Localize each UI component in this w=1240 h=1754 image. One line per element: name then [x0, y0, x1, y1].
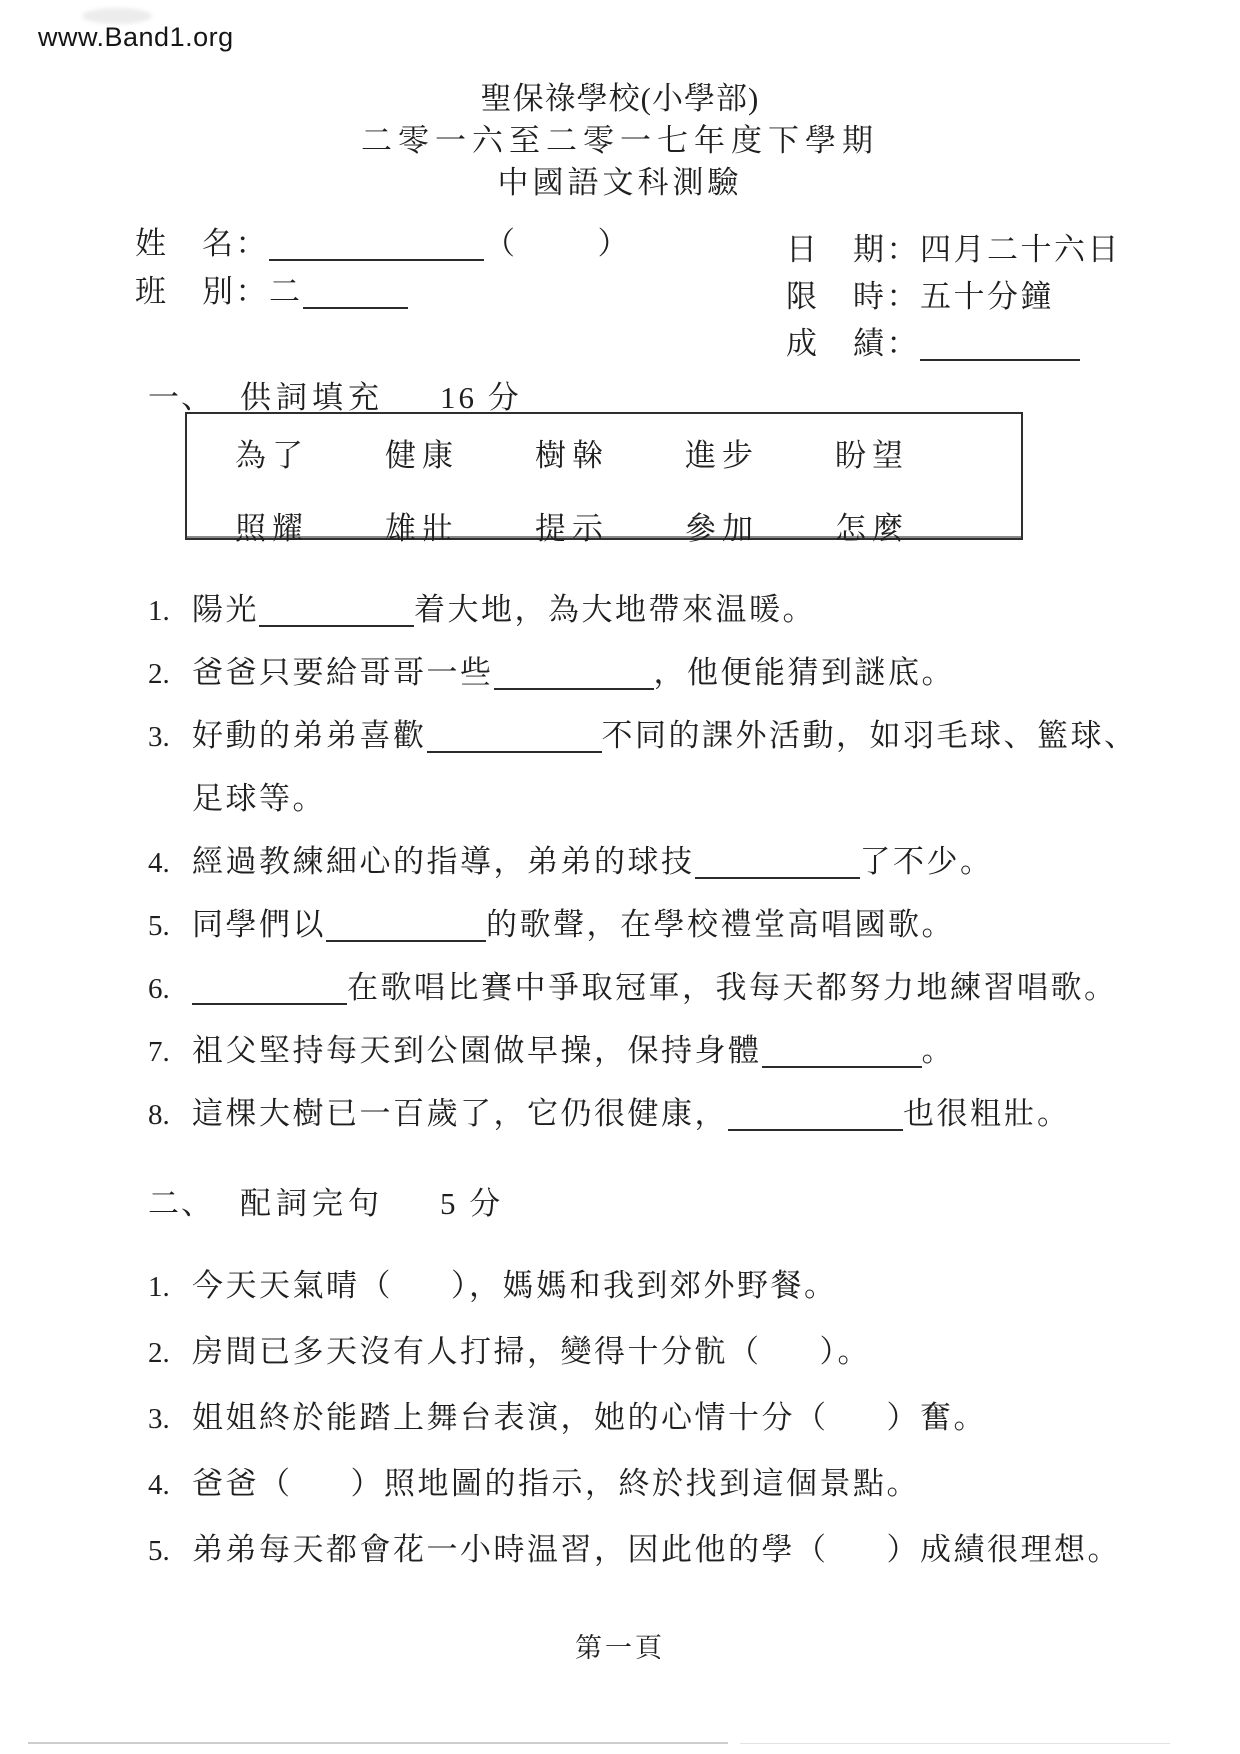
- question-number: 2.: [148, 1337, 170, 1369]
- section-1-questions: [0, 584, 1240, 1151]
- fill-in-blank: [326, 930, 486, 942]
- text-segment: 了不少。: [859, 844, 994, 879]
- word-bank-row: [187, 430, 1021, 475]
- question-number: 5.: [148, 1535, 170, 1567]
- text-segment: 着大地，為大地帶來温暖。: [414, 592, 816, 627]
- question-row: [148, 1088, 1240, 1151]
- section-2-questions: [0, 1260, 1240, 1590]
- question-row: [148, 1326, 1240, 1392]
- text-segment: 經過教練細心的指導，弟弟的球技: [192, 844, 695, 879]
- word-bank-item: 照耀: [235, 511, 309, 546]
- info-field: [786, 271, 1121, 318]
- text-segment: 在歌唱比賽中爭取冠軍，我每天都努力地練習唱歌。: [347, 970, 1118, 1005]
- word-bank-item: 樹榦: [535, 438, 609, 473]
- scan-artifact-line-2: [740, 1743, 1170, 1744]
- text-segment: 班 別：二: [135, 274, 303, 309]
- text-segment: 陽光: [192, 592, 259, 627]
- question-number: 3.: [148, 721, 170, 753]
- word-bank-item: 盼望: [835, 438, 909, 473]
- section-1-number: 一、: [148, 380, 214, 415]
- question-number: 5.: [148, 910, 170, 942]
- text-segment: ）照地圖的指示，終於找到這個景點。: [350, 1466, 920, 1501]
- student-info-left: [135, 218, 631, 314]
- fill-in-blank: [303, 297, 408, 309]
- question-number: 4.: [148, 1469, 170, 1501]
- question-number: 1.: [148, 595, 170, 627]
- text-segment: 的歌聲，在學校禮堂高唱國歌。: [486, 907, 955, 942]
- info-field: [135, 266, 631, 314]
- question-row: [148, 710, 1240, 773]
- scan-artifact-line: [28, 1742, 728, 1744]
- word-bank: [185, 412, 1023, 546]
- text-segment: 限 時：五十分鐘: [786, 279, 1054, 314]
- text-segment: ），媽媽和我到郊外野餐。: [451, 1268, 838, 1303]
- text-segment: 這棵大樹已一百歲了，它仍很健康，: [192, 1096, 728, 1131]
- text-segment: 姓 名：: [135, 226, 269, 261]
- watermark: www.Band1.org: [38, 22, 234, 52]
- fill-in-blank: [494, 678, 654, 690]
- text-segment: 。: [921, 1033, 955, 1068]
- text-segment: 足球等。: [192, 781, 326, 816]
- text-segment: 好動的弟弟喜歡: [192, 718, 427, 753]
- question-row: [148, 836, 1240, 899]
- fill-in-blank: [192, 993, 347, 1005]
- text-segment: 房間已多天沒有人打掃，變得十分骯（: [192, 1334, 762, 1369]
- question-number: 1.: [148, 1271, 170, 1303]
- fill-in-blank: [259, 615, 414, 627]
- text-segment: 成 績：: [786, 326, 920, 361]
- question-number: 4.: [148, 847, 170, 879]
- text-segment: ）: [597, 226, 631, 261]
- text-segment: ，他便能猜到謎底。: [653, 655, 955, 690]
- paper-header: [0, 78, 1240, 204]
- question-number: 7.: [148, 1036, 170, 1068]
- text-segment: ）奮。: [886, 1400, 987, 1435]
- word-bank-item: 進步: [685, 438, 759, 473]
- paper-title: 中國語文科測驗: [497, 165, 743, 200]
- section-2-title: 配詞完句: [240, 1186, 384, 1221]
- word-bank-item: 為了: [235, 438, 309, 473]
- text-segment: 爸爸只要給哥哥一些: [192, 655, 494, 690]
- fill-in-blank: [269, 249, 484, 261]
- word-bank-item: 參加: [685, 511, 759, 546]
- text-segment: （: [484, 226, 518, 261]
- word-bank-item: 怎麼: [835, 511, 909, 546]
- text-segment: 今天天氣晴（: [192, 1268, 393, 1303]
- word-bank-item: 健康: [385, 438, 459, 473]
- info-field: [135, 218, 631, 266]
- text-segment: 不同的課外活動，如羽毛球、籃球、: [601, 718, 1138, 753]
- text-segment: 祖父堅持每天到公園做早操，保持身體: [192, 1033, 762, 1068]
- text-segment: ）成績很理想。: [886, 1532, 1121, 1567]
- fill-in-blank: [762, 1056, 922, 1068]
- school-name: 聖保祿學校(小學部): [480, 81, 760, 116]
- question-number: 8.: [148, 1099, 170, 1131]
- student-info-right: [786, 224, 1121, 365]
- question-row: [148, 1392, 1240, 1458]
- question-row: [148, 962, 1240, 1025]
- section-2-number: 二、: [148, 1186, 214, 1221]
- question-row: [148, 584, 1240, 647]
- question-row: [148, 899, 1240, 962]
- text-segment: 日 期：四月二十六日: [786, 232, 1121, 267]
- question-number: 6.: [148, 973, 170, 1005]
- section-2-points: 5 分: [440, 1186, 504, 1221]
- word-bank-item: 雄壯: [385, 511, 459, 546]
- text-segment: 弟弟每天都會花一小時温習，因此他的學（: [192, 1532, 829, 1567]
- question-row: [148, 1524, 1240, 1590]
- section-1-heading: [148, 372, 522, 417]
- fill-in-blank: [920, 349, 1080, 361]
- question-row: [148, 1025, 1240, 1088]
- question-row: [148, 773, 1240, 836]
- text-segment: 姐姐終於能踏上舞台表演，她的心情十分（: [192, 1400, 829, 1435]
- question-number: 3.: [148, 1403, 170, 1435]
- school-year: 二零一六至二零一七年度下學期: [361, 123, 879, 158]
- fill-in-blank: [695, 867, 860, 879]
- text-segment: 也很粗壯。: [903, 1096, 1071, 1131]
- question-row: [148, 647, 1240, 710]
- section-2-heading: [148, 1178, 503, 1223]
- question-row: [148, 1260, 1240, 1326]
- fill-in-blank: [427, 741, 602, 753]
- section-1-points: 16 分: [440, 380, 522, 415]
- question-number: 2.: [148, 658, 170, 690]
- fill-in-blank: [728, 1119, 903, 1131]
- info-field: [786, 224, 1121, 271]
- page-number: 第一頁: [575, 1633, 665, 1663]
- word-bank-row: [187, 503, 1021, 548]
- text-segment: 爸爸（: [192, 1466, 293, 1501]
- word-bank-item: 提示: [535, 511, 609, 546]
- question-row: [148, 1458, 1240, 1524]
- info-field: [786, 318, 1121, 365]
- section-1-title: 供詞填充: [240, 380, 384, 415]
- text-segment: 同學們以: [192, 907, 326, 942]
- text-segment: ）。: [819, 1334, 871, 1369]
